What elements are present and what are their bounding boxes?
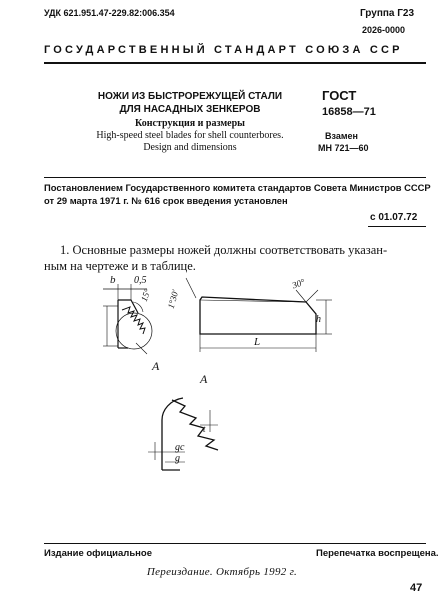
edition-note: Издание официальное	[44, 548, 152, 559]
dim-g: g	[175, 453, 180, 464]
detail-a-title: A	[200, 372, 208, 386]
body-line-1: 1. Основные размеры ножей должны соответствовать указан-	[60, 243, 388, 257]
dim-t: t	[203, 424, 206, 434]
dim-b: b	[110, 274, 116, 286]
reprint-note: Перепечатка воспрещена.	[316, 548, 439, 559]
subtitle-en-1: High-speed steel blades for shell counterbores.	[96, 130, 284, 141]
title-line-1: НОЖИ ИЗ БЫСТРОРЕЖУЩЕЙ СТАЛИ	[97, 91, 283, 102]
detail-a-view	[148, 398, 218, 470]
subtitle-ru: Конструкция и размеры	[135, 118, 245, 129]
page-number: 47	[410, 582, 423, 594]
effective-date: с 01.07.72	[370, 212, 418, 223]
okp-code: 2026-0000	[362, 25, 406, 35]
subtitle-en-2: Design and dimensions	[143, 142, 237, 153]
reissue-line: Переиздание. Октябрь 1992 г.	[146, 566, 298, 578]
body-line-2: ным на чертеже и в таблице.	[44, 259, 196, 273]
dim-0-5: 0,5	[134, 275, 147, 286]
decree-line-2: от 29 марта 1971 г. № 616 срок введения установлен	[44, 195, 288, 206]
dim-h: h	[316, 314, 321, 325]
title-line-2: ДЛЯ НАСАДНЫХ ЗЕНКЕРОВ	[119, 104, 261, 115]
udk-code: УДК 621.951.47-229.82:006.354	[44, 8, 175, 18]
dim-gc: gc	[175, 442, 185, 453]
gost-label: ГОСТ	[322, 88, 357, 103]
gost-number: 16858—71	[322, 106, 376, 118]
group-code: Группа Г23	[360, 8, 415, 19]
footer-divider	[44, 543, 426, 544]
angle-15: 15°	[138, 287, 153, 303]
dim-l: L	[254, 336, 261, 348]
angle-1-30: 1°30′	[165, 288, 181, 310]
decree-line-1: Постановлением Государственного комитета стандартов Совета Министров СССР	[44, 182, 431, 193]
angle-30: 30°	[290, 276, 307, 291]
replaces-label: Взамен	[325, 131, 358, 141]
standard-banner: ГОСУДАРСТВЕННЫЙ СТАНДАРТ СОЮЗА ССР	[44, 44, 403, 56]
callout-a: A	[152, 359, 160, 373]
replaces-value: МН 721—60	[318, 143, 369, 153]
